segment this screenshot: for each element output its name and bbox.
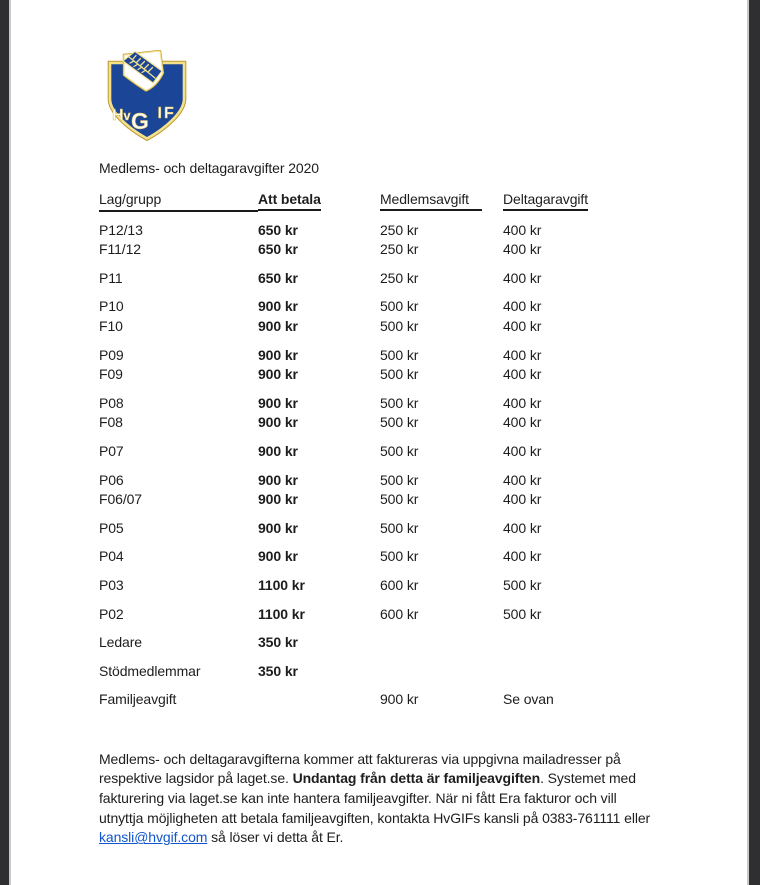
table-row (99, 413, 699, 433)
table-row (99, 471, 699, 491)
table-row (99, 442, 699, 462)
cell-medlemsavgift: 500 kr (380, 491, 419, 508)
footer-text-segment: så löser vi detta åt Er. (207, 829, 344, 846)
cell-group-label: F09 (99, 366, 123, 383)
cell-medlemsavgift: 500 kr (380, 346, 419, 363)
header-lag-grupp: Lag/grupp (99, 190, 258, 212)
header-att-betala: Att betala (258, 190, 380, 212)
footer-line (99, 769, 699, 789)
document-page (11, 0, 747, 885)
cell-group-label: Familjeavgift (99, 691, 177, 708)
table-row (99, 269, 699, 289)
table-row (99, 605, 699, 625)
cell-deltagaravgift: 400 kr (503, 491, 542, 508)
cell-att-betala: 650 kr (258, 241, 298, 258)
cell-group-label: P09 (99, 346, 124, 363)
table-group (99, 576, 699, 596)
club-crest-logo (107, 50, 187, 142)
cell-medlemsavgift: 500 kr (380, 471, 419, 488)
viewer-right-edge (747, 0, 760, 885)
cell-att-betala (258, 690, 380, 710)
footer-text-segment: . Systemet med (540, 770, 636, 787)
cell-deltagaravgift (503, 633, 699, 653)
cell-group-label: P10 (99, 298, 124, 315)
cell-group-label: Stödmedlemmar (99, 662, 201, 679)
cell-deltagaravgift: 400 kr (503, 346, 542, 363)
table-row (99, 662, 699, 682)
crest-letter-f: F (164, 105, 174, 122)
cell-group-label: Ledare (99, 634, 142, 651)
cell-deltagaravgift: 400 kr (503, 414, 542, 431)
document-title: Medlems- och deltagaravgifter 2020 (99, 160, 319, 176)
cell-medlemsavgift: 500 kr (380, 442, 419, 459)
cell-group-label: P08 (99, 394, 124, 411)
cell-group-label: P04 (99, 548, 124, 565)
cell-att-betala: 650 kr (258, 221, 298, 238)
cell-deltagaravgift: 400 kr (503, 221, 542, 238)
cell-medlemsavgift: 600 kr (380, 576, 419, 593)
cell-deltagaravgift: 400 kr (503, 394, 542, 411)
cell-att-betala: 900 kr (258, 317, 298, 334)
cell-deltagaravgift: 400 kr (503, 241, 542, 258)
table-group (99, 605, 699, 625)
cell-medlemsavgift: 500 kr (380, 519, 419, 536)
viewer-left-edge (0, 0, 11, 885)
cell-group-label: P07 (99, 442, 124, 459)
cell-group-label: P11 (99, 269, 123, 286)
table-row (99, 297, 699, 317)
table-header-row (99, 190, 699, 212)
table-row (99, 547, 699, 567)
table-row (99, 633, 699, 653)
table-group (99, 221, 699, 260)
table-body (99, 221, 699, 710)
table-group (99, 297, 699, 336)
cell-medlemsavgift (380, 662, 503, 682)
fee-table (99, 190, 699, 710)
cell-group-label: F06/07 (99, 491, 142, 508)
footer-line (99, 809, 699, 829)
cell-medlemsavgift: 500 kr (380, 548, 419, 565)
table-row (99, 690, 699, 710)
table-row (99, 221, 699, 241)
cell-group-label: P06 (99, 471, 124, 488)
table-row (99, 240, 699, 260)
cell-att-betala: 900 kr (258, 346, 298, 363)
cell-deltagaravgift: 500 kr (503, 576, 542, 593)
cell-att-betala: 900 kr (258, 548, 298, 565)
cell-medlemsavgift: 900 kr (380, 691, 419, 708)
cell-att-betala: 1100 kr (258, 576, 305, 593)
table-row (99, 490, 699, 510)
cell-deltagaravgift: 400 kr (503, 519, 542, 536)
cell-medlemsavgift: 500 kr (380, 298, 419, 315)
footer-text-segment: respektive lagsidor på laget.se. (99, 770, 293, 787)
cell-deltagaravgift: 400 kr (503, 366, 542, 383)
cell-deltagaravgift (503, 662, 699, 682)
cell-att-betala: 650 kr (258, 269, 298, 286)
footer-line (99, 789, 699, 809)
cell-group-label: P02 (99, 605, 124, 622)
cell-group-label: F10 (99, 317, 123, 334)
footer-paragraph (99, 750, 699, 848)
page-content (99, 50, 699, 848)
cell-group-label: F08 (99, 414, 123, 431)
cell-att-betala: 900 kr (258, 519, 298, 536)
crest-letter-i: I (157, 105, 162, 122)
footer-text-segment: utnyttja möjligheten att betala familjeavgiften, kontakta HvGIFs kansli på 0383-761111 eller (99, 809, 651, 826)
table-group (99, 547, 699, 567)
cell-att-betala: 900 kr (258, 394, 298, 411)
header-medlemsavgift: Medlemsavgift (380, 190, 503, 212)
cell-deltagaravgift: 400 kr (503, 442, 542, 459)
cell-att-betala: 900 kr (258, 366, 298, 383)
table-row (99, 519, 699, 539)
table-group (99, 519, 699, 539)
cell-group-label: P12/13 (99, 221, 143, 238)
table-group (99, 442, 699, 462)
footer-line (99, 828, 699, 848)
cell-att-betala: 1100 kr (258, 605, 305, 622)
table-group (99, 662, 699, 682)
header-deltagaravgift: Deltagaravgift (503, 190, 699, 212)
cell-medlemsavgift: 250 kr (380, 241, 419, 258)
cell-att-betala: 900 kr (258, 491, 298, 508)
crest-letter-h: H (112, 107, 124, 124)
table-group (99, 269, 699, 289)
email-link[interactable]: kansli@hvgif.com (99, 829, 208, 846)
cell-medlemsavgift: 500 kr (380, 414, 419, 431)
cell-deltagaravgift: 400 kr (503, 298, 542, 315)
cell-deltagaravgift: 400 kr (503, 548, 542, 565)
cell-medlemsavgift: 250 kr (380, 221, 419, 238)
table-row (99, 317, 699, 337)
table-group (99, 471, 699, 510)
cell-att-betala: 900 kr (258, 414, 298, 431)
crest-letter-v: v (123, 109, 131, 123)
cell-att-betala: 900 kr (258, 442, 298, 459)
cell-deltagaravgift: 400 kr (503, 317, 542, 334)
cell-medlemsavgift: 500 kr (380, 366, 419, 383)
cell-medlemsavgift (380, 633, 503, 653)
cell-deltagaravgift: 500 kr (503, 605, 542, 622)
cell-group-label: F11/12 (99, 241, 141, 258)
cell-medlemsavgift: 500 kr (380, 394, 419, 411)
cell-deltagaravgift: 400 kr (503, 269, 542, 286)
cell-deltagaravgift: 400 kr (503, 471, 542, 488)
cell-att-betala: 900 kr (258, 471, 298, 488)
table-group (99, 346, 699, 385)
cell-att-betala: 350 kr (258, 662, 298, 679)
table-row (99, 394, 699, 414)
crest-letter-g: G (131, 108, 149, 134)
cell-att-betala: 350 kr (258, 634, 298, 651)
footer-bold-text: Undantag från detta är familjeavgiften (292, 770, 541, 787)
footer-line (99, 750, 699, 770)
cell-group-label: P03 (99, 576, 124, 593)
cell-medlemsavgift: 250 kr (380, 269, 419, 286)
table-row (99, 576, 699, 596)
table-group (99, 633, 699, 653)
cell-deltagaravgift: Se ovan (503, 691, 554, 708)
table-group (99, 394, 699, 433)
table-row (99, 365, 699, 385)
cell-medlemsavgift: 500 kr (380, 317, 419, 334)
cell-att-betala: 900 kr (258, 298, 298, 315)
table-row (99, 346, 699, 366)
footer-text-segment: fakturering via laget.se kan inte hantera familjeavgifter. När ni fått Era fakturor och vill (99, 790, 617, 807)
cell-group-label: P05 (99, 519, 124, 536)
footer-text-segment: Medlems- och deltagaravgifterna kommer att faktureras via uppgivna mailadresser på (99, 750, 621, 767)
table-group (99, 690, 699, 710)
cell-medlemsavgift: 600 kr (380, 605, 419, 622)
